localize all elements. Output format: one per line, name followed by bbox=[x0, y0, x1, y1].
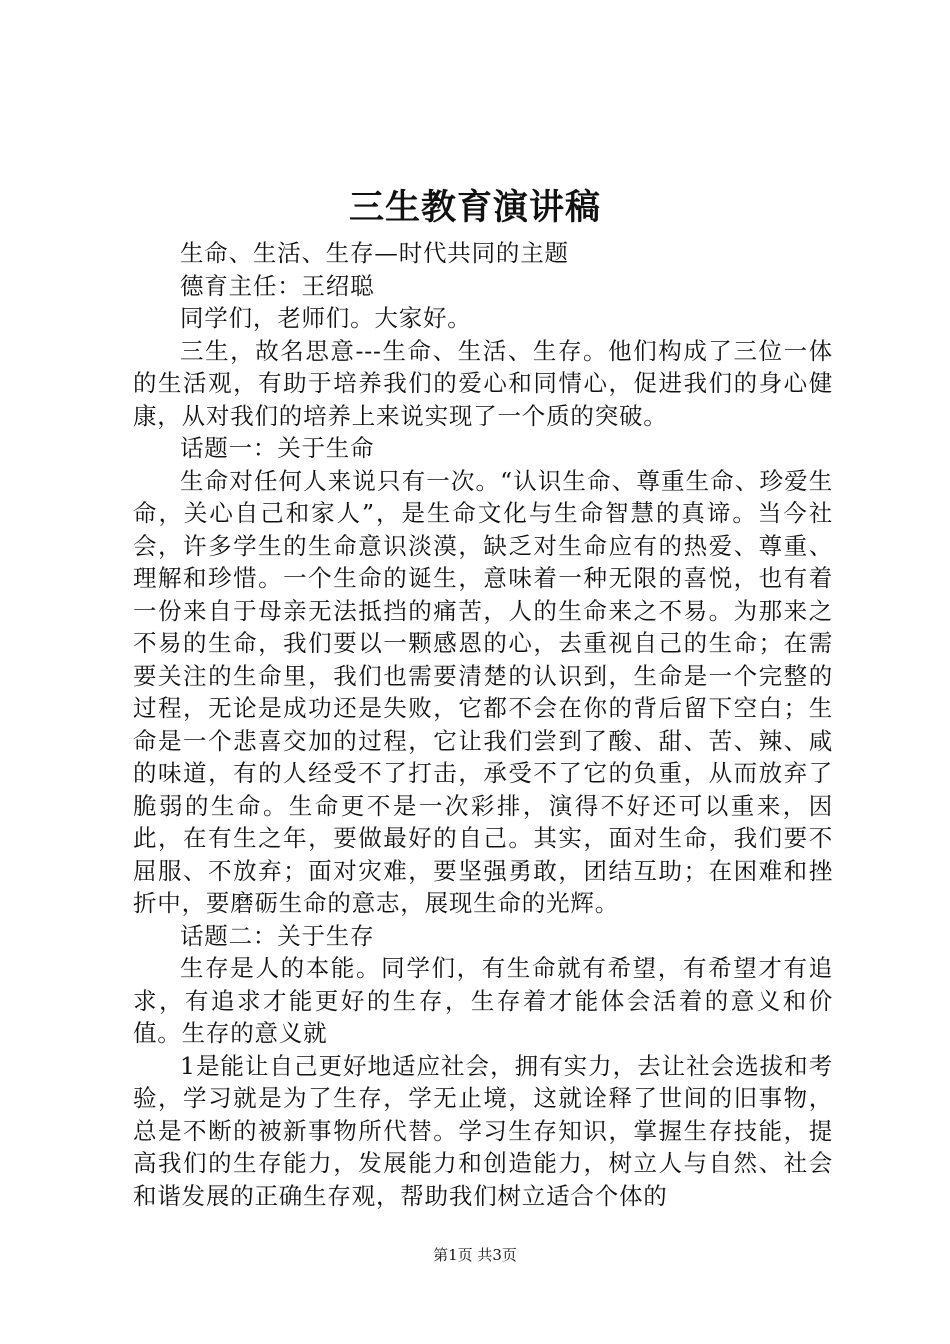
author-line: 德育主任：王绍聪 bbox=[180, 271, 375, 300]
topic-two-paragraph: 生存是人的本能。同学们，有生命就有希望，有希望才有追求，有追求才能更好的生存，生存着才能体会活着的意义和价值。生存的意义就 bbox=[133, 954, 833, 1047]
greeting-paragraph: 同学们，老师们。大家好。 bbox=[180, 304, 472, 332]
topic-two-heading: 话题二：关于生存 bbox=[180, 921, 375, 950]
document-title: 三生教育演讲稿 bbox=[348, 187, 601, 228]
topic-one-paragraph: 生命对任何人来说只有一次。“认识生命、尊重生命、珍爱生命，关心自己和家人”，是生命文化与生命智慧的真谛。当今社会，许多学生的生命意识淡漠，缺乏对生命应有的热爱、尊重、理解和珍惜。一个生命的诞生，意味着一种无限的喜悦，也有着一份来自于母亲无法抵挡的痛苦，人的生命来之不易。为那来之不易的生命，我们要以一颗感恩的心，去重视自己的生命；在需要关注的生命里，我们也需要清楚的认识到，生命是一个完整的过程，无论是成功还是失败，它都不会在你的背后留下空白；生命是一个悲喜交加的过程，它让我们尝到了酸、甜、苦、辣、咸的味道，有的人经受不了打击，承受不了它的负重，从而放弃了脆弱的生命。生命更不是一次彩排，演得不好还可以重来，因此，在有生之年，要做最好的自己。其实，面对生命，我们要不屈服、不放弃；面对灾难，要坚强勇敢，团结互助；在困难和挫折中，要磨砺生命的意志，展现生命的光辉。 bbox=[133, 466, 833, 917]
page-footer: 第1页 共3页 bbox=[433, 1246, 517, 1264]
topic-one-heading: 话题一：关于生命 bbox=[180, 434, 375, 462]
survival-meaning-paragraph: 1是能让自己更好地适应社会，拥有实力，去让社会选拔和考验，学习就是为了生存，学无止境，这就诠释了世间的旧事物，总是不断的被新事物所代替。学习生存知识，掌握生存技能，提高我们的生存能力，发展能力和创造能力，树立人与自然、社会和谐发展的正确生存观，帮助我们树立适合个体的 bbox=[133, 1051, 833, 1210]
intro-paragraph: 三生，故名思意---生命、生活、生存。他们构成了三位一体的生活观，有助于培养我们的爱心和同情心，促进我们的身心健康，从对我们的培养上来说实现了一个质的突破。 bbox=[133, 336, 833, 430]
subtitle-line: 生命、生活、生存—时代共同的主题 bbox=[180, 239, 569, 267]
document-body bbox=[133, 237, 833, 1212]
